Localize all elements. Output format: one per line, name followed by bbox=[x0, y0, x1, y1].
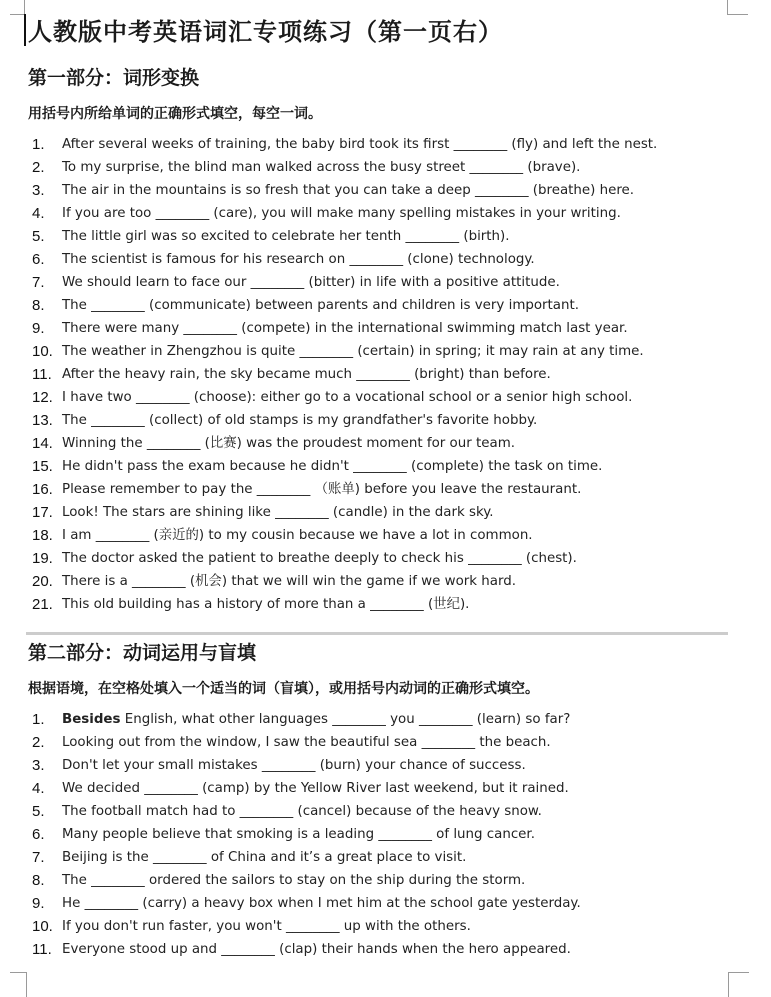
question-rest: The ________ ordered the sailors to stay on the ship during the storm. bbox=[62, 873, 526, 888]
question-text bbox=[62, 892, 581, 915]
question-text: This old building has a history of more than a ________ (世纪). bbox=[62, 597, 470, 612]
question-number: 8. bbox=[32, 297, 45, 314]
question-text bbox=[62, 731, 551, 754]
question-number: 7. bbox=[32, 849, 45, 866]
question-number: 6. bbox=[32, 251, 45, 268]
question-number: 12. bbox=[32, 389, 53, 406]
question-number: 4. bbox=[32, 205, 45, 222]
question-lead-word: Besides bbox=[62, 712, 121, 727]
question-number: 9. bbox=[32, 320, 45, 337]
part1-heading: 第一部分：词形变换 bbox=[28, 67, 200, 89]
question-number: 1. bbox=[32, 136, 45, 153]
question-rest: The football match had to ________ (cancel) because of the heavy snow. bbox=[62, 804, 542, 819]
part2-instruction: 根据语境，在空格处填入一个适当的词（盲填），或用括号内动词的正确形式填空。 bbox=[28, 681, 539, 697]
question-text bbox=[62, 938, 571, 961]
question-number: 1. bbox=[32, 711, 45, 728]
question-number: 7. bbox=[32, 274, 45, 291]
question-text: Winning the ________ (比赛) was the proudest moment for our team. bbox=[62, 436, 515, 451]
question-text: We should learn to face our ________ (bitter) in life with a positive attitude. bbox=[62, 275, 560, 290]
question-number: 21. bbox=[32, 596, 53, 613]
question-text: To my surprise, the blind man walked across the busy street ________ (brave). bbox=[62, 160, 581, 175]
crop-mark-top-left bbox=[10, 0, 25, 15]
question-text: I am ________ (亲近的) to my cousin because we have a lot in common. bbox=[62, 528, 533, 543]
question-number: 14. bbox=[32, 435, 53, 452]
question-text bbox=[62, 823, 535, 846]
crop-mark-bottom-left bbox=[10, 972, 27, 997]
question-text: There is a ________ (机会) that we will win the game if we work hard. bbox=[62, 574, 517, 589]
question-text: The scientist is famous for his research on ________ (clone) technology. bbox=[62, 252, 535, 267]
question-number: 4. bbox=[32, 780, 45, 797]
question-rest: English, what other languages ________ you ________ (learn) so far? bbox=[120, 712, 571, 727]
question-text bbox=[62, 754, 526, 777]
crop-mark-top-right bbox=[727, 0, 748, 15]
document-title: 人教版中考英语词汇专项练习（第一页右） bbox=[28, 17, 503, 46]
text-cursor bbox=[24, 14, 26, 46]
question-number: 20. bbox=[32, 573, 53, 590]
question-number: 15. bbox=[32, 458, 53, 475]
question-text: The little girl was so excited to celebrate her tenth ________ (birth). bbox=[62, 229, 510, 244]
question-number: 16. bbox=[32, 481, 53, 498]
question-rest: If you don't run faster, you won't ________ up with the others. bbox=[62, 919, 471, 934]
question-text: There were many ________ (compete) in the international swimming match last year. bbox=[62, 321, 628, 336]
question-number: 9. bbox=[32, 895, 45, 912]
question-text bbox=[62, 800, 542, 823]
question-text: I have two ________ (choose): either go to a vocational school or a senior high school. bbox=[62, 390, 633, 405]
question-number: 3. bbox=[32, 757, 45, 774]
question-number: 19. bbox=[32, 550, 53, 567]
question-text: The weather in Zhengzhou is quite ________ (certain) in spring; it may rain at any time. bbox=[62, 344, 644, 359]
question-number: 3. bbox=[32, 182, 45, 199]
question-text: Look! The stars are shining like ________ (candle) in the dark sky. bbox=[62, 505, 494, 520]
question-number: 18. bbox=[32, 527, 53, 544]
question-number: 6. bbox=[32, 826, 45, 843]
part2-heading: 第二部分：动词运用与盲填 bbox=[28, 642, 257, 664]
question-text: If you are too ________ (care), you will make many spelling mistakes in your writing. bbox=[62, 206, 621, 221]
question-text bbox=[62, 777, 569, 800]
question-number: 8. bbox=[32, 872, 45, 889]
question-rest: Many people believe that smoking is a leading ________ of lung cancer. bbox=[62, 827, 535, 842]
question-number: 11. bbox=[32, 941, 52, 958]
question-text bbox=[62, 708, 570, 731]
crop-mark-bottom-right bbox=[728, 972, 749, 997]
question-number: 11. bbox=[32, 366, 52, 383]
question-number: 10. bbox=[32, 918, 53, 935]
question-number: 2. bbox=[32, 734, 45, 751]
question-text: He didn't pass the exam because he didn't ________ (complete) the task on time. bbox=[62, 459, 603, 474]
question-text: After the heavy rain, the sky became much ________ (bright) than before. bbox=[62, 367, 551, 382]
question-rest: Everyone stood up and ________ (clap) their hands when the hero appeared. bbox=[62, 942, 571, 957]
question-number: 10. bbox=[32, 343, 53, 360]
question-text bbox=[62, 869, 525, 892]
question-rest: Don't let your small mistakes ________ (burn) your chance of success. bbox=[62, 758, 526, 773]
question-text: The doctor asked the patient to breathe deeply to check his ________ (chest). bbox=[62, 551, 577, 566]
question-number: 5. bbox=[32, 228, 45, 245]
question-text: After several weeks of training, the baby bird took its first ________ (fly) and left the nest. bbox=[62, 137, 658, 152]
question-rest: He ________ (carry) a heavy box when I met him at the school gate yesterday. bbox=[62, 896, 581, 911]
question-text: The air in the mountains is so fresh that you can take a deep ________ (breathe) here. bbox=[62, 183, 635, 198]
question-number: 2. bbox=[32, 159, 45, 176]
question-number: 5. bbox=[32, 803, 45, 820]
question-number: 17. bbox=[32, 504, 53, 521]
question-text: Please remember to pay the ________ （账单) before you leave the restaurant. bbox=[62, 482, 582, 497]
question-number: 13. bbox=[32, 412, 53, 429]
question-text: The ________ (collect) of old stamps is my grandfather's favorite hobby. bbox=[62, 413, 538, 428]
question-text bbox=[62, 846, 466, 869]
question-text: The ________ (communicate) between parents and children is very important. bbox=[62, 298, 580, 313]
section-divider bbox=[26, 632, 728, 635]
question-rest: We decided ________ (camp) by the Yellow River last weekend, but it rained. bbox=[62, 781, 569, 796]
question-text bbox=[62, 915, 471, 938]
part1-instruction: 用括号内所给单词的正确形式填空，每空一词。 bbox=[28, 106, 322, 122]
question-rest: Looking out from the window, I saw the beautiful sea ________ the beach. bbox=[62, 735, 551, 750]
question-rest: Beijing is the ________ of China and it’s a great place to visit. bbox=[62, 850, 467, 865]
